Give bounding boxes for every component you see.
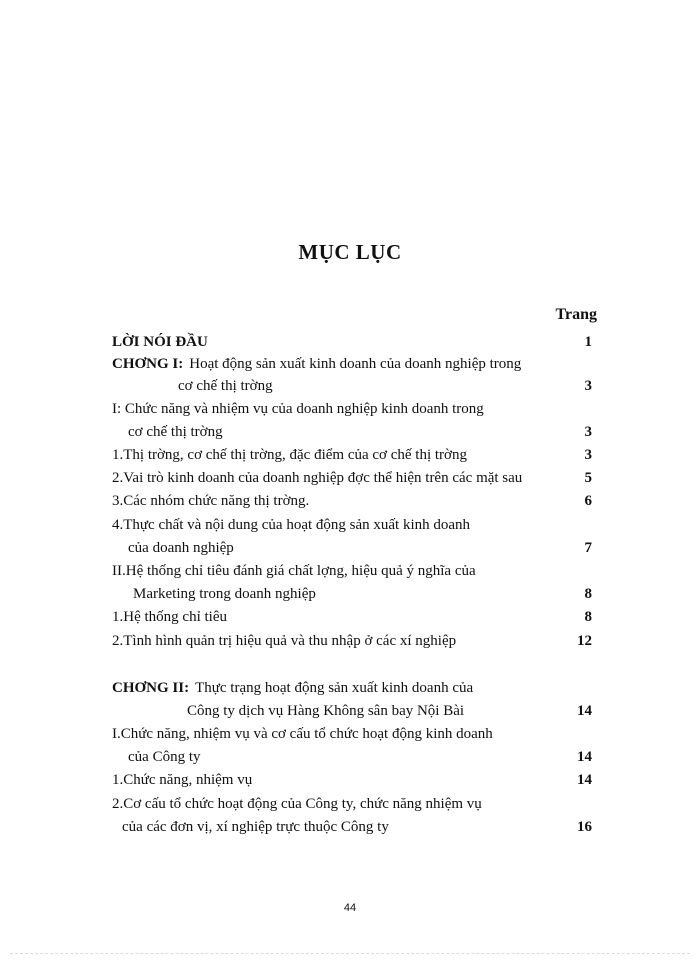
toc-entry-text: 2.Tình hình quản trị hiệu quả và thu nhập ở các xí nghiệp — [112, 633, 457, 649]
toc-entry-text: II.Hệ thống chỉ tiêu đánh giá chất lợng, hiệu quả ý nghĩa của — [112, 563, 476, 579]
toc-entry-page: 3 — [584, 424, 592, 440]
toc-entry-page: 8 — [584, 586, 592, 602]
toc-entry — [0, 746, 700, 768]
toc-entry-text: 3.Các nhóm chức năng thị trờng. — [112, 493, 310, 509]
toc-entry — [0, 606, 700, 628]
toc-entry-page: 3 — [584, 378, 592, 394]
toc-entry — [0, 816, 700, 838]
toc-entry-text: LỜI NÓI ĐẦU — [112, 334, 208, 350]
page-bottom-divider — [10, 953, 690, 954]
toc-chapter-heading — [0, 353, 700, 375]
toc-entry-text: cơ chế thị trờng — [178, 378, 273, 394]
page-title: MỤC LỤC — [298, 240, 402, 264]
toc-entry-text: của các đơn vị, xí nghiệp trực thuộc Công ty — [122, 819, 389, 835]
toc-entry-text: I: Chức năng và nhiệm vụ của doanh nghiệp kinh doanh trong — [112, 401, 484, 417]
toc-entry — [0, 769, 700, 791]
toc-entry-text: 1.Hệ thống chỉ tiêu — [112, 609, 227, 625]
toc-entry — [0, 444, 700, 466]
toc-entry — [0, 560, 700, 582]
toc-entry-text: Hoạt động sản xuất kinh doanh của doanh nghiệp trong — [189, 356, 522, 372]
toc-entry-page: 8 — [584, 609, 592, 625]
toc-entry-text: Thực trạng hoạt động sản xuất kinh doanh của — [195, 680, 474, 696]
toc-entry — [0, 630, 700, 652]
page-number: 44 — [343, 902, 357, 914]
toc-entry — [0, 700, 700, 722]
toc-entry-text: 4.Thực chất và nội dung của hoạt động sản xuất kinh doanh — [112, 517, 471, 533]
toc-entry-page: 6 — [584, 493, 592, 509]
toc-entry-text: 2.Cơ cấu tổ chức hoạt động của Công ty, chức năng nhiệm vụ — [112, 796, 482, 812]
toc-entry — [0, 490, 700, 512]
toc-entry-page: 12 — [577, 633, 592, 649]
toc-entry-text: 2.Vai trò kinh doanh của doanh nghiệp đợc thể hiện trên các mặt sau — [112, 470, 523, 486]
toc-entry-page: 14 — [577, 703, 592, 719]
toc-entry-page: 5 — [584, 470, 592, 486]
toc-entry-page: 3 — [584, 447, 592, 463]
toc-entry — [0, 467, 700, 489]
toc-entry — [0, 375, 700, 397]
toc-entry — [0, 537, 700, 559]
toc-entry-text: của doanh nghiệp — [128, 540, 234, 556]
toc-entry — [0, 583, 700, 605]
toc-entry-text: 1.Chức năng, nhiệm vụ — [112, 772, 253, 788]
toc-entry — [0, 331, 700, 353]
toc-entry-text: Marketing trong doanh nghiệp — [133, 586, 316, 602]
toc-entry-page: 16 — [577, 819, 592, 835]
toc-entry — [0, 723, 700, 745]
toc-entry-page: 1 — [584, 334, 592, 350]
toc-entry — [0, 514, 700, 536]
toc-entry-page: 14 — [577, 749, 592, 765]
toc-entry — [0, 793, 700, 815]
toc-entry-page: 14 — [577, 772, 592, 788]
toc-entry — [0, 421, 700, 443]
toc-entry-text: của Công ty — [128, 749, 201, 765]
toc-entry-text: cơ chế thị trờng — [128, 424, 223, 440]
page-column-label: Trang — [555, 306, 597, 323]
chapter-label: CHƠNG II: — [112, 680, 190, 696]
toc-entry-page: 7 — [584, 540, 592, 556]
toc-entry-text: Công ty dịch vụ Hàng Không sân bay Nội Bài — [187, 703, 465, 719]
toc-entry — [0, 398, 700, 420]
toc-entry-text: I.Chức năng, nhiệm vụ và cơ cấu tổ chức hoạt động kinh doanh — [112, 726, 493, 742]
toc-chapter-heading — [0, 677, 700, 699]
chapter-label: CHƠNG I: — [112, 356, 184, 372]
toc-entry-text: 1.Thị trờng, cơ chế thị trờng, đặc điểm của cơ chế thị trờng — [112, 447, 467, 463]
